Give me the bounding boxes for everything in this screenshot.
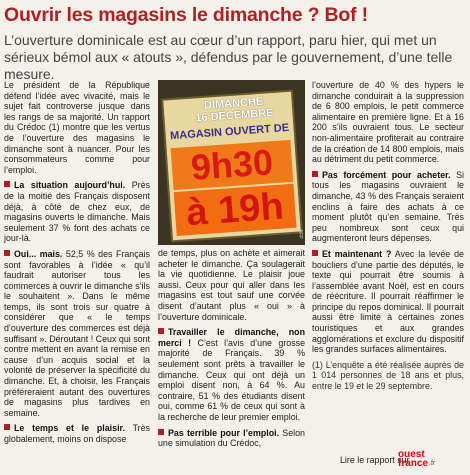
column-3 xyxy=(312,80,464,397)
section-oui-mais xyxy=(4,249,150,419)
section-heading: La situation aujourd’hui. xyxy=(14,180,126,191)
sign-date-line2: 16 DÉCEMBRE xyxy=(195,106,274,125)
section-text: Si tous les magasins ouvraient le dimanche, 43 % des Français seraient enclins à faire des achats à ce moment plutôt qu’en semaine. Très peu nombreux sont ceux qui augmenteront leurs dépenses. xyxy=(312,169,464,244)
section-acheter xyxy=(312,170,464,244)
ouest-france-logo[interactable] xyxy=(398,450,435,468)
section-text: Selon une simulation du Crédoc, xyxy=(158,427,305,449)
section-heading: Pas forcément pour acheter. xyxy=(322,169,451,180)
section-text: C’est l’avis d’une grosse majorité de Français. 39 % seulement sont prêts à travailler le dimanche. Ceux qui ont déjà un emploi disent non, à 64 %. Au contraire, 51 % des étudiants disent oui, comme 61 % de ceux qui sont à la recherche de leur premier emploi. xyxy=(158,337,305,422)
section-heading: Et maintenant ? xyxy=(322,248,392,259)
section-text: Très globalement, moins on dispose xyxy=(4,423,150,444)
section-text: 52,5 % des Français sont favorables à l’idée « qu’il faudrait autoriser tous les commerces à ouvrir le dimanche s’ils le souhaitent ». Dans le même temps, ils sont trois sur quatre à considérer que « le temps d’ouverture des commerces est déjà suffisant ». Déroutant ! Ceux qui sont contre mettent en avant la remise en cause d’un acquis social et la volonté de préserver la spécificité du dimanche. Et, à choisir, les Français préféreraient autant des ouvertures de magasins plus tardives en semaine. xyxy=(4,248,150,418)
sign-date-line1: DIMANCHE xyxy=(203,95,264,112)
bullet-square-icon xyxy=(4,181,10,187)
sign-date xyxy=(183,94,284,125)
column-1 xyxy=(4,80,150,450)
continued-paragraph: l’ouverture de 40 % des hypers le dimanche conduirait à la suppression de 6 800 emplois, le petit commerce alimentaire en première ligne. Et à 16 200 s’ils ouvraient tous. Le secteur non-alimentaire profiterait au contraire de la création de 14 800 emplois, mais au détriment du petit commerce. xyxy=(312,80,464,165)
section-situation xyxy=(4,180,150,244)
section-heading: Pas terrible pour l’emploi. xyxy=(168,427,280,438)
bullet-square-icon xyxy=(4,250,10,256)
continued-paragraph: de temps, plus on achète et aimerait acheter le dimanche. Ça soulagerait la vie quotidienne. Le plaisir joue aussi. Ceux pour qui aller dans les magasins est tout sauf une corvée disent d’autant plus « oui » à l’ouverture dominicale. xyxy=(158,248,305,322)
section-emploi xyxy=(158,428,305,449)
article-title: Ouvrir les magasins le dimanche ? Bof ! xyxy=(4,4,368,26)
section-text: Avec la levée de boucliers d’une partie des députés, le texte qui pourrait être soumis à l’assemblée avant Noël, est en cours de réécriture. Il pourrait réaffirmer le principe du repos dominical. Il pourrait aussi être limité à certaines zones touristiques et aux grandes agglomérations et exclure du dispositif les grandes surfaces alimentaires. xyxy=(312,248,464,355)
photo-credit: AFP xyxy=(297,229,303,239)
section-travailler xyxy=(158,327,305,422)
logo-domain: .fr xyxy=(429,460,436,467)
read-report-link[interactable]: Lire le rapport sur xyxy=(340,455,410,465)
sign-text: MAGASIN OUVERT DE xyxy=(169,121,290,143)
bullet-square-icon xyxy=(158,328,164,334)
logo-bottom: france xyxy=(398,458,429,469)
column-2-text xyxy=(158,248,305,454)
sign-hour-open: 9h30 xyxy=(171,140,294,190)
bullet-square-icon xyxy=(158,429,164,435)
article-lede: L’ouverture dominicale est au cœur d’un rapport, paru hier, qui met un sérieux bémol aux « atouts », défendus par le gouvernement, d’une telle mesure. xyxy=(4,32,453,82)
logo-top: ouest xyxy=(398,449,425,460)
store-hours-sign xyxy=(163,92,300,241)
logo-wordmark xyxy=(398,450,428,468)
store-sign-photo xyxy=(158,80,305,245)
section-heading: Oui... mais. xyxy=(14,248,63,259)
section-temps-plaisir xyxy=(4,423,150,444)
section-heading: Le temps et le plaisir. xyxy=(14,423,125,434)
section-text: Près de la moitié des Français disposent déjà, à côté de chez eux, de magasins ouverts le dimanche. Mais seulement 37 % font des achats ce jour-là. xyxy=(4,180,150,244)
section-heading: Travailler le dimanche, non merci ! xyxy=(158,327,305,348)
sign-hour-close: à 19h xyxy=(174,184,297,236)
bullet-square-icon xyxy=(312,171,318,177)
footnote: (1) L’enquête a été réalisée auprès de 1 014 personnes de 18 ans et plus, entre le 19 et le 29 septembre. xyxy=(312,359,464,392)
intro-paragraph: Le président de la République défend l’idée avec vivacité, mais le sujet fait controverse jusque dans les rangs de sa majorité. Un rapport du Crédoc (1) montre que les vertus de l’ouverture des magasins le dimanche sont à nuancer. Pour les consommateurs comme pour l’emploi. xyxy=(4,80,150,175)
bullet-square-icon xyxy=(4,424,10,430)
section-maintenant xyxy=(312,249,464,355)
bullet-square-icon xyxy=(312,250,318,256)
